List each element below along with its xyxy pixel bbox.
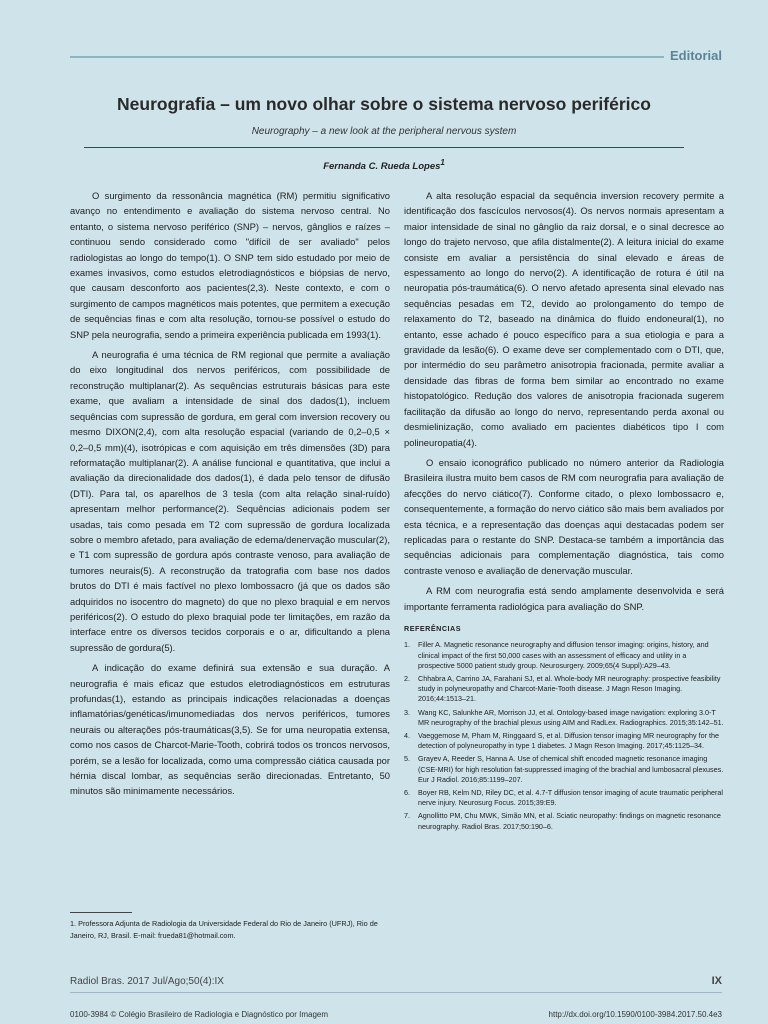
article-subtitle: Neurography – a new look at the peripheral nervous system bbox=[251, 126, 517, 137]
page-number: IX bbox=[711, 975, 722, 987]
reference-item: 1. Filler A. Magnetic resonance neurography and diffusion tensor imaging: origins, history, and clinical impact of the first 50,000 cases with an assessment of efficacy and utility in a prospective 5000 patient study group. Neurosurgery. 2009;65(4 Suppl):A29–43. bbox=[404, 640, 709, 670]
reference-item: 3. Wang KC, Salunkhe AR, Morrison JJ, et al. Ontology-based image navigation: exploring 3.0-T MR neurography of the brachial plexus using AIM and RadLex. Radiographics. 2015;35:142–51. bbox=[404, 707, 724, 727]
reference-item: 2. Chhabra A, Carrino JA, Farahani SJ, et al. Whole-body MR neurography: prospective feasibility study in polyneuropathy and Charcot-Marie-Tooth disease. J Magn Reson Imaging. 2016;44:1513–21. bbox=[404, 673, 721, 704]
copyright: 0100-3984 © Colégio Brasileiro de Radiologia e Diagnóstico por Imagem bbox=[70, 1010, 329, 1019]
title-rule bbox=[84, 147, 684, 148]
article-title: Neurografia – um novo olhar sobre o sistema nervoso periférico bbox=[117, 94, 651, 114]
footnote: 1. Professora Adjunta de Radiologia da Universidade Federal do Rio de Janeiro (UFRJ), Rio de Janeiro, RJ, Brasil. E-mail: frueda81@hotmail.com. bbox=[70, 919, 378, 940]
reference-item: 7. Agnollitto PM, Chu MWK, Simão MN, et al. Sciatic neuropathy: findings on magnetic resonance neurography. Radiol Bras. 2017;50:190–6. bbox=[404, 811, 721, 831]
section-label: Editorial bbox=[664, 48, 722, 63]
body-paragraph: O ensaio iconográfico publicado no número anterior da Radiologia Brasileira ilustra muito bem casos de RM com neurografia para avaliação de afecções do nervo ciático(7). Conforme citado, o plexo lombossacro e, consequentemente, a formação do nervo ciático são mais bem avaliados por esta técnica, e a representação das doenças aqui destacadas podem ser replicadas para o restante do SNP. Destaca-se também a importância das sequências adicionais para complementação diagnóstica, tais como contraste venoso e avaliação de denervação muscular. bbox=[404, 456, 724, 576]
body-paragraph: A indicação do exame definirá sua extensão e sua duração. A neurografia é mais eficaz que estudos eletrodiagnósticos em estruturas profundas(1), estando as principais indicações relacionadas a doenças inflamatórias/genéticas/imunomediadas dos nervos periféricos, tumores neurais ou alterações pós-traumáticas(3,5). Se for uma neuropatia extensa, como nos casos de Charcot-Marie-Tooth, cobrirá todos os troncos nervosos, porém, se a lesão for localizada, como uma compressão ciática causada por hérnia discal lombar, as sequências serão direcionadas. Entretanto, 50 minutos são minimamente necessários. bbox=[70, 662, 390, 797]
reference-item: 4. Vaeggemose M, Pham M, Ringgaard S, et al. Diffusion tensor imaging MR neurography for the detection of polyneuropathy in type 1 diabetes. J Magn Reson Imaging. 2017;45:1125–34. bbox=[404, 731, 719, 751]
body-paragraph: A alta resolução espacial da sequência inversion recovery permite a identificação dos fascículos nervosos(4). Os nervos normais apresentam a maior intensidade de sinal no gânglio da raiz dorsal, e o sinal decresce ao longo do trajeto nervoso, que afila distalmente(2). A leitura inicial do exame consiste em avaliar a persistência do sinal elevado e áreas de espessamento ao longo do nervo(2). A identificação de rotura é útil na neuropatia pós-traumática(6). O nervo afetado apresenta sinal elevado nas sequências pesadas em T2, devido ao prolongamento do tempo de relaxamento do T2, baseado na dinâmica do fluido endoneural(1), no entanto, esse achado é pouco específico para a sua etiologia e para a gravidade da lesão(6). O exame deve ser complementado com o DTI, que, por intermédio do seu parâmetro anisotropia fracionada, permite avaliar a densidade das fibras de forma bem similar ao encontrado no exame histopatológico. Redução dos valores de anisotropia fracionada sugerem facilitação da difusão ao longo do nervo, representando perda axonal ou desmielinização, como avaliado em pacientes diabéticos tipo I com polineuropatia(4). bbox=[404, 190, 724, 448]
reference-item: 5. Grayev A, Reeder S, Hanna A. Use of chemical shift encoded magnetic resonance imaging (CSE-MRI) for high resolution fat-suppressed imaging of the brachial and lumbosacral plexuses. Eur J Radiol. 2016;85:1199–207. bbox=[404, 754, 724, 784]
right-column bbox=[404, 188, 724, 835]
reference-item: 6. Boyer RB, Kelm ND, Riley DC, et al. 4.7-T diffusion tensor imaging of acute traumatic peripheral nerve injury. Neurosurg Focus. 2015;39:E9. bbox=[404, 788, 723, 808]
body-paragraph: A neurografia é uma técnica de RM regional que permite a avaliação do eixo longitudinal dos nervos periféricos, com possibilidade de reconstrução multiplanar(2). As sequências estruturais básicas para este exame, que avaliam a intensidade de sinal dos dados(1), incluem sequências com supressão de gordura, em geral com inversion recovery ou mesmo DIXON(2,4), com alta resolução espacial (variando de 0,2–0,5 × 0,2–0,5 mm)(4), isotrópicas e com aquisição em três dimensões (3D) para reformatação multiplanar(2). A análise funcional e quantitativa, que inclui a avaliação da direcionalidade dos dados(1), é dada pelo tensor de difusão (DTI). Para tal, os aparelhos de 3 tesla (com alta relação sinal-ruído) apresentam melhor performance(2). Sequências adicionais podem ser usadas, tais como pesada em T2 com supressão de gordura localizada sobre o membro afetado, para avaliação de edema/denervação muscular(2), e T1 com supressão de gordura após contraste venoso, para avaliação de tumores neurais(5). A reconstrução da tratografia com base nos dados brutos do DTI é mais factível no plexo lombossacro (já que os dados são adquiridos no isocentro do magneto) do que no plexo braquial e em nervos periféricos(2). O estudo do plexo braquial pode ter limitações, em razão da interface entre os diversos tecidos corporais e o ar, dificultando a plena supressão de gordura(5). bbox=[70, 349, 390, 653]
body-paragraph: A RM com neurografia está sendo amplamente desenvolvida e será importante ferramenta radiológica para avaliação do SNP. bbox=[404, 585, 724, 612]
doi-link[interactable]: http://dx.doi.org/10.1590/0100-3984.2017.50.4e3 bbox=[548, 1010, 722, 1019]
footnote-rule bbox=[70, 912, 132, 913]
journal-citation: Radiol Bras. 2017 Jul/Ago;50(4):IX bbox=[70, 976, 224, 987]
author-line bbox=[0, 158, 768, 172]
footer-rule bbox=[70, 992, 722, 993]
author-name: Fernanda C. Rueda Lopes bbox=[323, 161, 441, 173]
references-heading: REFERÊNCIAS bbox=[404, 623, 462, 633]
references-list bbox=[404, 640, 724, 831]
author-affiliation-mark: 1 bbox=[440, 158, 445, 167]
header-rule bbox=[70, 56, 720, 58]
body-paragraph: O surgimento da ressonância magnética (RM) permitiu significativo avanço no entendimento e avaliação do sistema nervoso central. No entanto, o sistema nervoso periférico (SNP) – nervos, gânglios e raízes – continuou sendo considerado como "difícil de ser avaliado" pelos radiologistas ao longo do tempo(1). O SNP tem sido estudado por meio de exames invasivos, como estudos eletrodiagnósticos e biópsias de nervo, que causam desconforto aos pacientes(2,3). Neste contexto, e com o surgimento de campos magnéticos mais potentes, que permitem a execução de sequências finas e com alta resolução, tornou-se possível o estudo do SNP pela neurografia, sendo a primeira experiência publicada em 1993(1). bbox=[70, 190, 390, 340]
left-column bbox=[70, 188, 390, 799]
